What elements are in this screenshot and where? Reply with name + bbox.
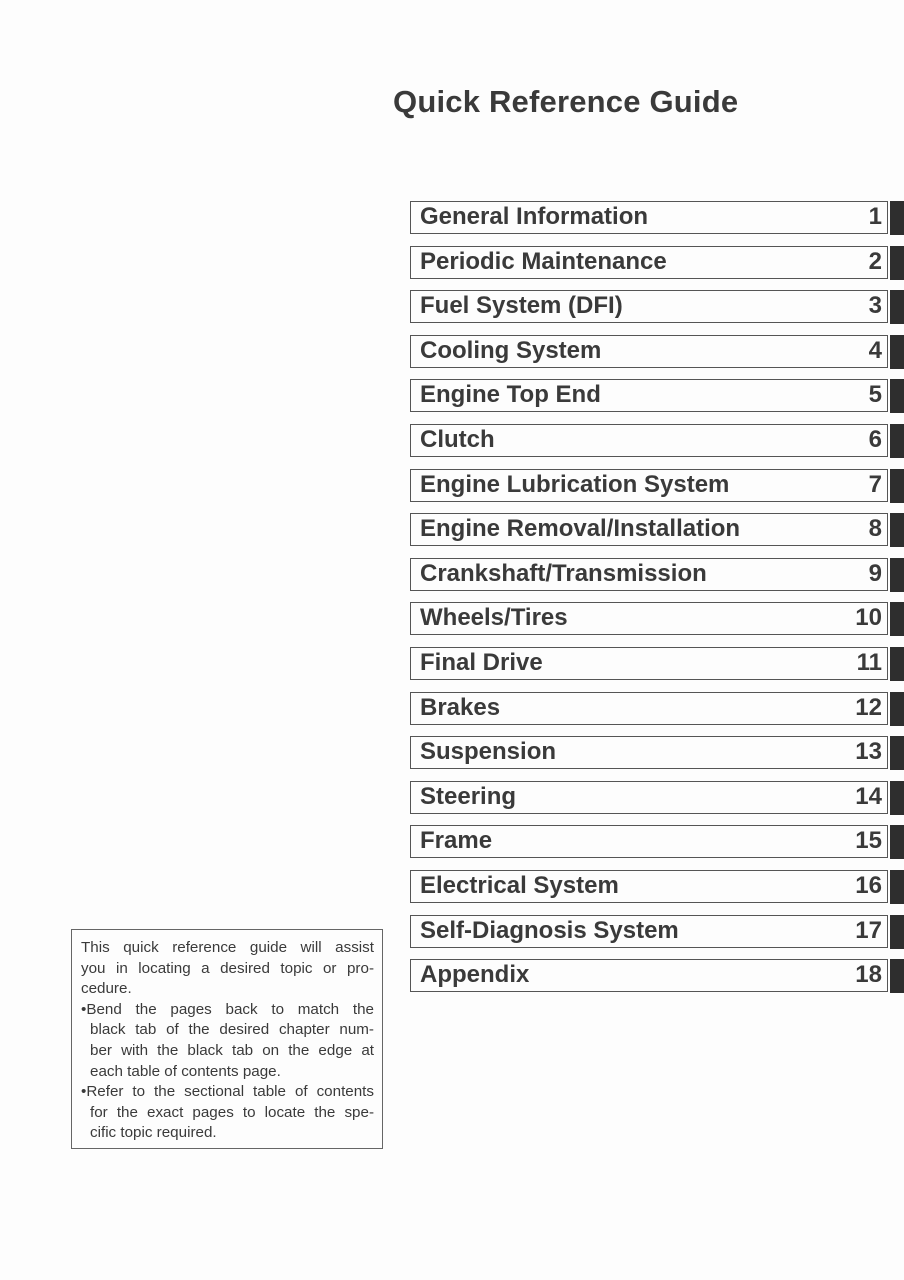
note-line: for the exact pages to locate the spe- [90, 1103, 374, 1121]
chapter-number: 18 [855, 961, 882, 989]
black-chapter-tab[interactable] [890, 736, 904, 770]
chapter-entry[interactable] [410, 692, 904, 725]
chapter-entry[interactable] [410, 469, 904, 502]
chapter-entry[interactable] [410, 513, 904, 546]
note-line: •Bend the pages back to match the [81, 1000, 374, 1018]
note-line: ber with the black tab on the edge at [90, 1041, 374, 1059]
chapter-title: Crankshaft/Transmission [420, 559, 707, 587]
chapter-number: 11 [856, 649, 882, 676]
chapter-number: 14 [855, 782, 882, 810]
chapter-entry[interactable] [410, 825, 904, 858]
chapter-title: Clutch [420, 426, 495, 453]
chapter-title: Engine Removal/Installation [420, 515, 741, 543]
chapter-entry[interactable] [410, 602, 904, 635]
black-chapter-tab[interactable] [890, 379, 904, 413]
chapter-entry[interactable] [410, 959, 904, 992]
chapter-title: Wheels/Tires [420, 604, 568, 632]
black-chapter-tab[interactable] [890, 870, 904, 904]
chapter-title: Final Drive [420, 649, 543, 676]
chapter-title: Frame [420, 827, 493, 855]
chapter-entry[interactable] [410, 424, 904, 457]
black-chapter-tab[interactable] [890, 647, 904, 681]
chapter-number: 4 [868, 336, 882, 364]
chapter-number: 3 [868, 292, 882, 320]
black-chapter-tab[interactable] [890, 692, 904, 726]
black-chapter-tab[interactable] [890, 246, 904, 280]
chapter-entry[interactable] [410, 379, 904, 412]
chapter-title: Brakes [420, 693, 501, 721]
chapter-number: 17 [855, 916, 882, 944]
note-line: you in locating a desired topic or pro- [81, 959, 374, 977]
chapter-entry[interactable] [410, 647, 904, 680]
note-line: black tab of the desired chapter num- [90, 1021, 374, 1039]
chapter-number: 1 [868, 203, 882, 230]
chapter-number: 16 [855, 872, 882, 899]
chapter-entry[interactable] [410, 290, 904, 323]
chapter-title: Appendix [420, 961, 530, 989]
chapter-title: Engine Lubrication System [420, 470, 730, 498]
chapter-entry[interactable] [410, 335, 904, 368]
black-chapter-tab[interactable] [890, 335, 904, 369]
black-chapter-tab[interactable] [890, 290, 904, 324]
black-chapter-tab[interactable] [890, 513, 904, 547]
chapter-number: 2 [868, 247, 882, 275]
chapter-number: 6 [868, 426, 882, 453]
black-chapter-tab[interactable] [890, 781, 904, 815]
note-line: cedure. [81, 980, 132, 998]
note-line: cific topic required. [90, 1124, 217, 1142]
chapter-title: Suspension [420, 738, 557, 766]
black-chapter-tab[interactable] [890, 201, 904, 235]
chapter-entry[interactable] [410, 736, 904, 769]
chapter-title: Electrical System [420, 872, 619, 899]
black-chapter-tab[interactable] [890, 424, 904, 458]
chapter-number: 7 [868, 470, 882, 498]
chapter-title: Fuel System (DFI) [420, 292, 623, 320]
chapter-entry[interactable] [410, 246, 904, 279]
chapter-number: 9 [868, 559, 882, 587]
black-chapter-tab[interactable] [890, 825, 904, 859]
chapter-title: Self-Diagnosis System [420, 916, 679, 944]
chapter-number: 10 [855, 604, 882, 632]
chapter-entry[interactable] [410, 870, 904, 903]
chapter-title: Cooling System [420, 336, 602, 364]
chapter-number: 5 [868, 381, 882, 409]
black-chapter-tab[interactable] [890, 602, 904, 636]
chapter-number: 13 [855, 738, 882, 766]
chapter-entry[interactable] [410, 781, 904, 814]
chapter-number: 8 [868, 515, 882, 543]
chapter-entry[interactable] [410, 558, 904, 591]
black-chapter-tab[interactable] [890, 959, 904, 993]
chapter-number: 12 [855, 693, 882, 721]
black-chapter-tab[interactable] [890, 469, 904, 503]
note-line: This quick reference guide will assist [81, 939, 374, 956]
black-chapter-tab[interactable] [890, 558, 904, 592]
usage-note [71, 929, 383, 1149]
chapter-number: 15 [855, 827, 882, 855]
chapter-entry[interactable] [410, 915, 904, 948]
chapter-title: General Information [420, 203, 649, 230]
chapter-entry[interactable] [410, 201, 904, 234]
chapter-title: Periodic Maintenance [420, 247, 667, 275]
black-chapter-tab[interactable] [890, 915, 904, 949]
note-line: •Refer to the sectional table of contents [81, 1083, 374, 1101]
page-title: Quick Reference Guide [393, 84, 739, 119]
chapter-title: Steering [420, 782, 517, 810]
chapter-title: Engine Top End [420, 381, 601, 409]
note-line: each table of contents page. [90, 1062, 281, 1080]
